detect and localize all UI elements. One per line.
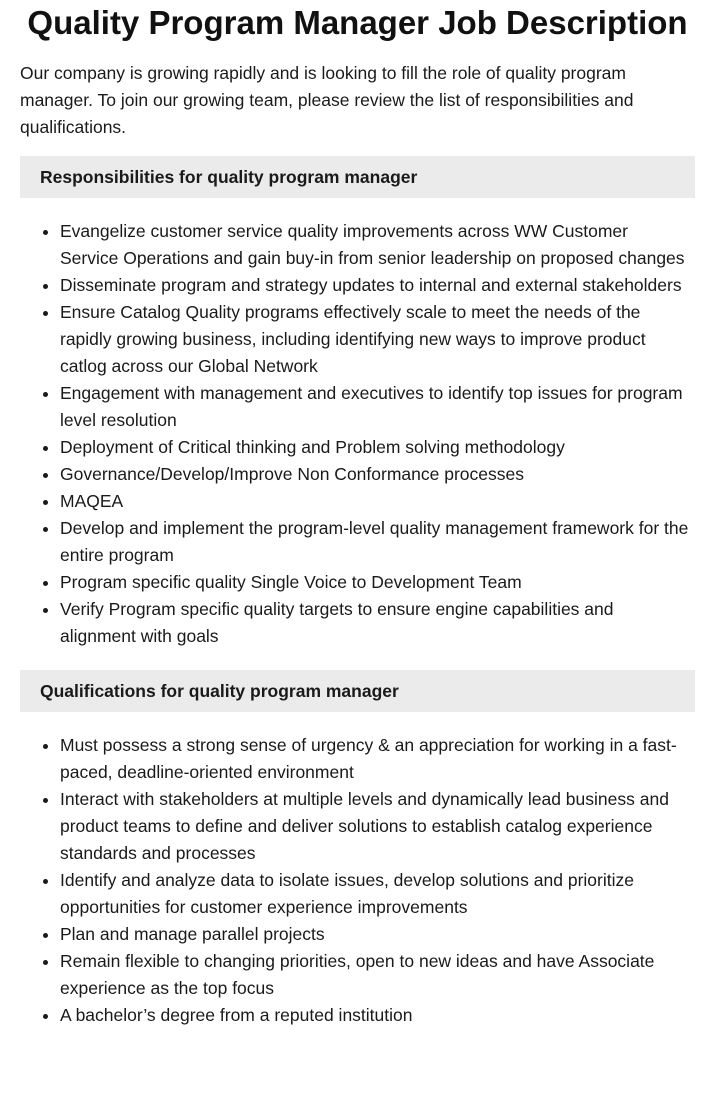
list-item: • Verify Program specific quality targets to ensure engine capabilities and alignment with goals [60,596,695,650]
qualifications-list [20,732,695,1029]
list-item: • Program specific quality Single Voice to Development Team [60,569,695,596]
list-item: • Remain flexible to changing priorities, open to new ideas and have Associate experience as the top focus [60,948,695,1002]
responsibilities-list [20,218,695,650]
responsibilities-heading: Responsibilities for quality program manager [20,156,695,198]
list-item: • Disseminate program and strategy updates to internal and external stakeholders [60,272,695,299]
list-item: • Identify and analyze data to isolate issues, develop solutions and prioritize opportunities for customer experience improvements [60,867,695,921]
list-item: • Deployment of Critical thinking and Problem solving methodology [60,434,695,461]
list-item: • Plan and manage parallel projects [60,921,695,948]
intro-paragraph: Our company is growing rapidly and is looking to fill the role of quality program manager. To join our growing team, please review the list of responsibilities and qualifications. [20,63,634,137]
list-item: • Engagement with management and executives to identify top issues for program level resolution [60,380,695,434]
list-item: • A bachelor’s degree from a reputed institution [60,1002,695,1029]
list-item: • Evangelize customer service quality improvements across WW Customer Service Operations and gain buy-in from senior leadership on proposed changes [60,218,695,272]
list-item: • MAQEA [60,488,695,515]
page-title: Quality Program Manager Job Description [27,4,688,41]
qualifications-heading: Qualifications for quality program manager [20,670,695,712]
list-item: • Ensure Catalog Quality programs effectively scale to meet the needs of the rapidly growing business, including identifying new ways to improve product catlog across our Global Network [60,299,695,380]
list-item: • Governance/Develop/Improve Non Conformance processes [60,461,695,488]
list-item: • Develop and implement the program-level quality management framework for the entire program [60,515,695,569]
list-item: • Must possess a strong sense of urgency & an appreciation for working in a fast-paced, deadline-oriented environment [60,732,695,786]
list-item: • Interact with stakeholders at multiple levels and dynamically lead business and product teams to define and deliver solutions to establish catalog experience standards and processes [60,786,695,867]
